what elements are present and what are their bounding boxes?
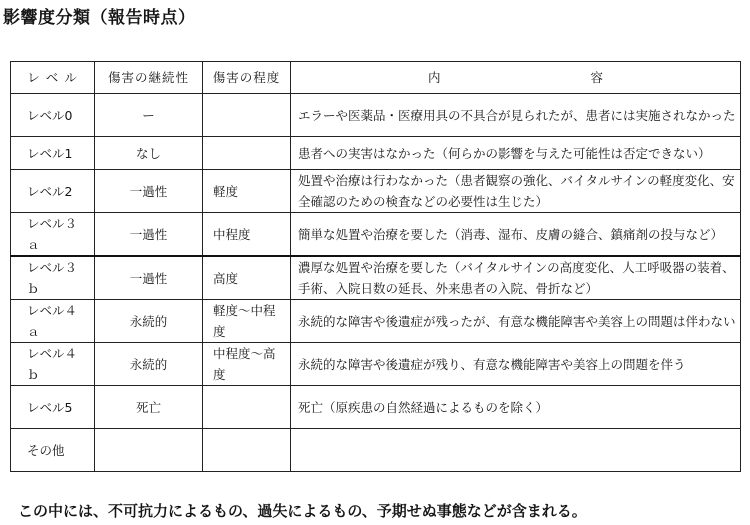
content-cell: 永続的な障害や後遺症が残り、有意な機能障害や美容上の問題を伴う [291, 343, 741, 386]
table-row [11, 343, 741, 386]
degree-cell [203, 386, 291, 429]
degree-cell: 中程度～高度 [203, 343, 291, 386]
table-row [11, 300, 741, 343]
degree-cell: 軽度～中程度 [203, 300, 291, 343]
content-cell [291, 429, 741, 472]
header-level: レ ベ ル [11, 62, 95, 94]
degree-cell: 軽度 [203, 170, 291, 213]
level-cell: レベル2 [11, 170, 95, 213]
continuity-cell: 永続的 [95, 343, 203, 386]
degree-cell: 高度 [203, 256, 291, 300]
table-header-row [11, 62, 741, 94]
continuity-cell: 死亡 [95, 386, 203, 429]
header-continuity: 傷害の継続性 [95, 62, 203, 94]
impact-level-table [10, 61, 741, 472]
degree-cell [203, 94, 291, 137]
content-cell: 処置や治療は行わなかった（患者観察の強化、バイタルサインの軽度変化、安全確認のための検査などの必要性は生じた） [291, 170, 741, 213]
continuity-cell: ー [95, 94, 203, 137]
content-cell: エラーや医薬品・医療用具の不具合が見られたが、患者には実施されなかった [291, 94, 741, 137]
continuity-cell [95, 429, 203, 472]
content-cell: 患者への実害はなかった（何らかの影響を与えた可能性は否定できない） [291, 137, 741, 170]
footnote: この中には、不可抗力によるもの、過失によるもの、予期せぬ事態などが含まれる。 [18, 502, 587, 520]
continuity-cell: 一過性 [95, 170, 203, 213]
degree-cell: 中程度 [203, 213, 291, 257]
content-cell: 簡単な処置や治療を要した（消毒、湿布、皮膚の縫合、鎮痛剤の投与など） [291, 213, 741, 257]
level-cell: レベル４ａ [11, 300, 95, 343]
continuity-cell: なし [95, 137, 203, 170]
table-row [11, 94, 741, 137]
continuity-cell: 一過性 [95, 256, 203, 300]
page-title: 影響度分類（報告時点） [3, 8, 196, 28]
table-row [11, 386, 741, 429]
header-content-left: 内 [427, 70, 441, 85]
level-cell: レベル４ｂ [11, 343, 95, 386]
level-cell: レベル0 [11, 94, 95, 137]
level-cell: その他 [11, 429, 95, 472]
continuity-cell: 一過性 [95, 213, 203, 257]
header-content-right: 容 [590, 70, 604, 85]
table-row [11, 137, 741, 170]
header-content [291, 62, 741, 94]
header-degree: 傷害の程度 [203, 62, 291, 94]
level-cell: レベル３ａ [11, 213, 95, 257]
level-cell: レベル5 [11, 386, 95, 429]
content-cell: 死亡（原疾患の自然経過によるものを除く） [291, 386, 741, 429]
level-cell: レベル３ｂ [11, 256, 95, 300]
table-row [11, 170, 741, 213]
level-cell: レベル1 [11, 137, 95, 170]
table-row [11, 429, 741, 472]
degree-cell [203, 137, 291, 170]
table-row [11, 256, 741, 300]
degree-cell [203, 429, 291, 472]
content-cell: 永続的な障害や後遺症が残ったが、有意な機能障害や美容上の問題は伴わない [291, 300, 741, 343]
content-cell: 濃厚な処置や治療を要した（バイタルサインの高度変化、人工呼吸器の装着、手術、入院日数の延長、外来患者の入院、骨折など） [291, 256, 741, 300]
continuity-cell: 永続的 [95, 300, 203, 343]
table-row [11, 213, 741, 257]
